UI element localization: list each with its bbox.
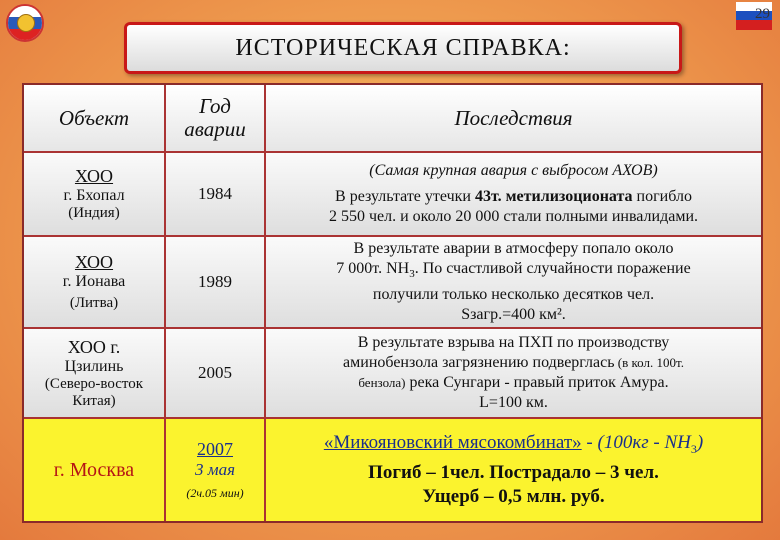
- table-row-3-consequences: В результате взрыва на ПХП по производству аминобензола загрязнению подверглась (в кол. 100т. бензола) река Сунгари - правый приток Амура. L=100 км.: [266, 329, 761, 417]
- history-table: [22, 83, 763, 523]
- header-consequences: Последствия: [266, 85, 761, 151]
- page-number: 29: [755, 6, 770, 22]
- table-row-2-object: ХОО г. Ионава (Литва): [24, 237, 164, 327]
- header-object: Объект: [24, 85, 164, 151]
- table-row-1-consequences: (Самая крупная авария с выбросом АХОВ) В результате утечки 43т. метилизоционата погибло 2 550 чел. и около 20 000 стали полными инвалидами.: [266, 153, 761, 235]
- header-year: Год аварии: [166, 85, 264, 151]
- page-title: ИСТОРИЧЕСКАЯ СПРАВКА:: [124, 22, 682, 74]
- emblem-icon: [6, 4, 44, 42]
- table-row-4-year: 2007 3 мая (2ч.05 мин): [166, 419, 264, 521]
- table-row-4-object: г. Москва: [24, 419, 164, 521]
- table-row-3-year: 2005: [166, 329, 264, 417]
- table-row-3-object: ХОО г. Цзилинь (Северо-восток Китая): [24, 329, 164, 417]
- table-row-1-year: 1984: [166, 153, 264, 235]
- table-row-4-consequences: «Микояновский мясокомбинат» - $(100кг - NH_3)$ Погиб – 1чел. Пострадало – 3 чел. Ущерб – 0,5 млн. руб.: [266, 419, 761, 521]
- table-row-1-object: ХОО г. Бхопал (Индия): [24, 153, 164, 235]
- table-row-2-consequences: В результате аварии в атмосферу попало около 7 000т. $NH_3$. По счастливой случайности поражение получили только несколько десятков чел. Sзагр.=400 км².: [266, 237, 761, 327]
- table-row-2-year: 1989: [166, 237, 264, 327]
